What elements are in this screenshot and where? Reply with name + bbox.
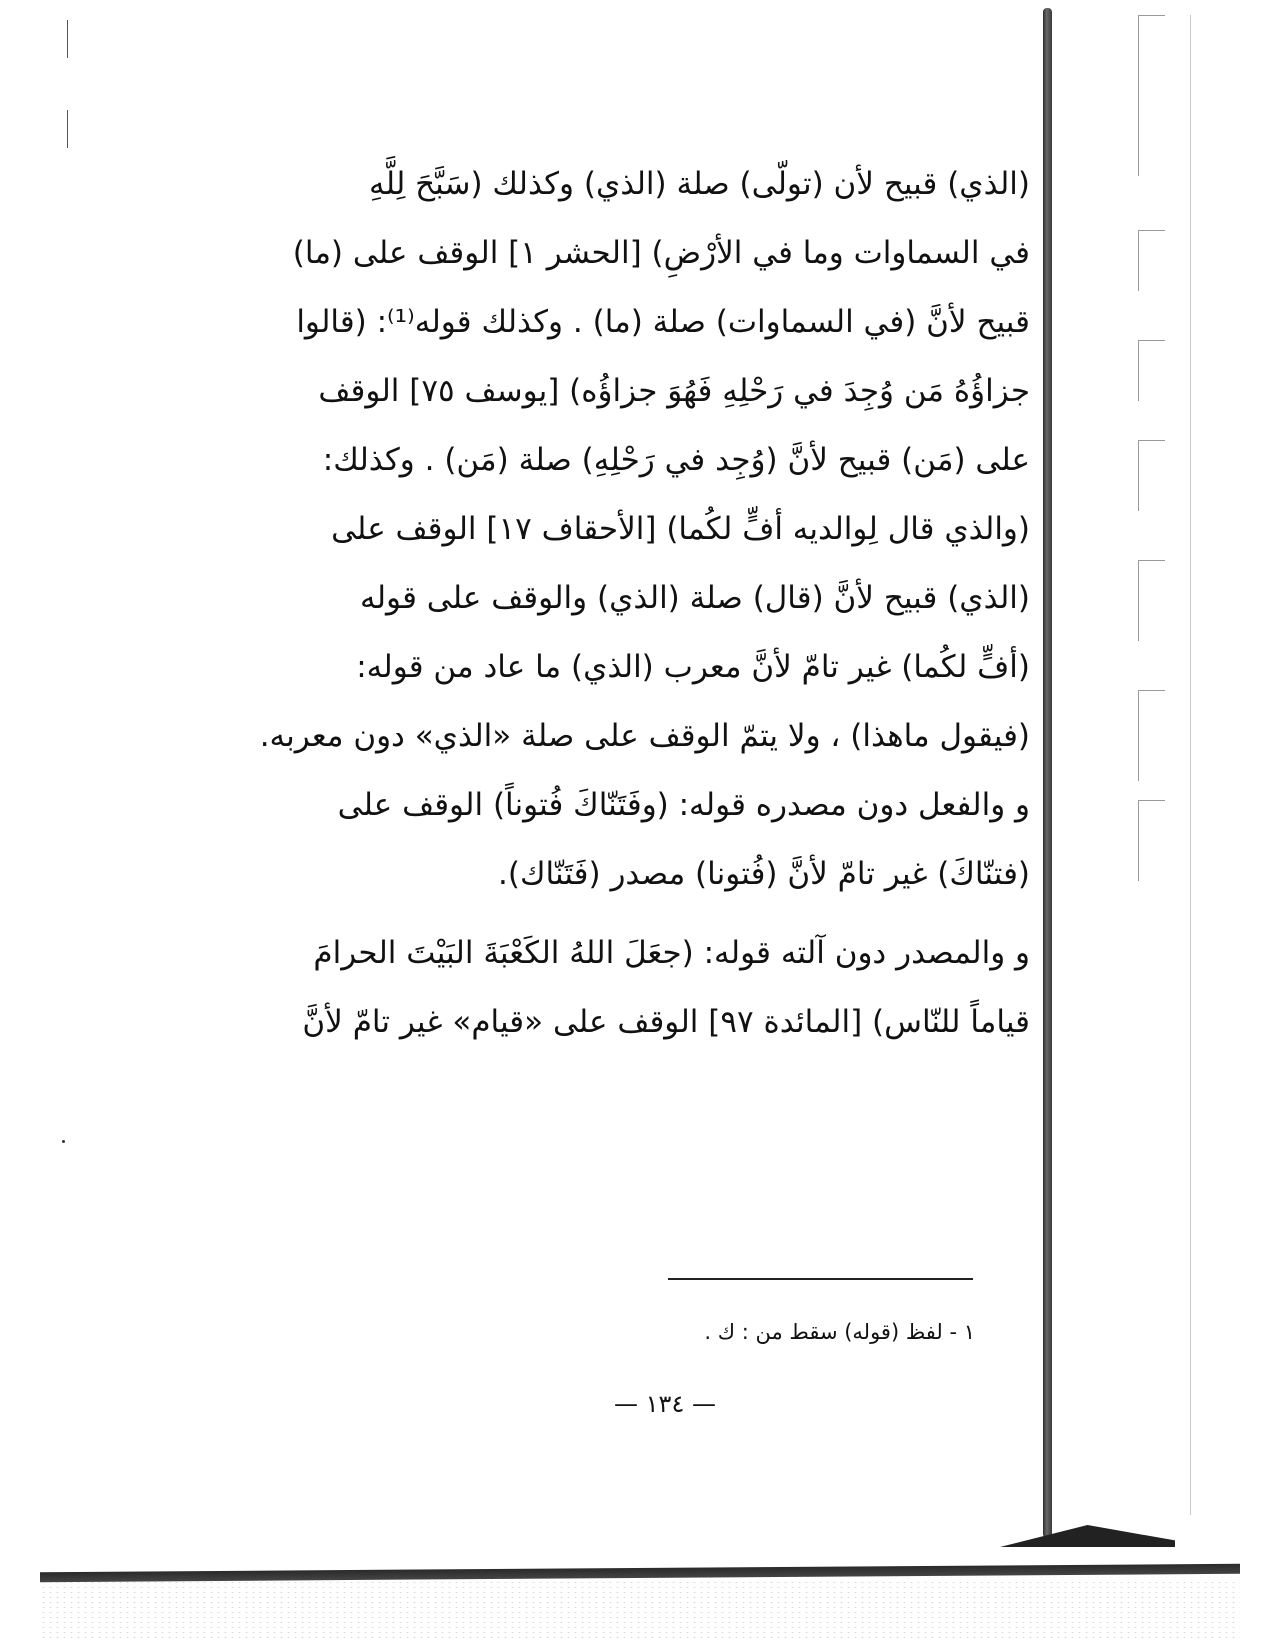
next-page-edge [1138,340,1165,401]
text-line: (الذي) قبيح لأن (تولّى) صلة (الذي) وكذلك (سَبَّحَ لِلَّهِ [368,166,1030,202]
book-spine-base [1000,1525,1175,1547]
footnote-separator [668,1278,973,1280]
next-page-edge [1138,15,1165,176]
scan-noise [40,1580,1240,1640]
margin-mark [67,110,68,148]
margin-mark [67,20,68,58]
next-page-edge [1138,560,1165,641]
book-spine [1043,8,1052,1538]
text-line: قياماً للنّاس) [المائدة ٩٧] الوقف على «قيام» غير تامّ لأنَّ [302,1004,1030,1040]
next-page-edge [1190,15,1191,1515]
text-line: (أفٍّ لكُما) غير تامّ لأنَّ معرب (الذي) ما عاد من قوله: [356,649,1030,685]
page-number: — ١٣٤ — [614,1390,716,1418]
footnote: ١ - لفظ (قوله) سقط من : ك . [704,1320,975,1344]
next-page-edge [1138,800,1165,881]
text-line: (والذي قال لِوالديه أفٍّ لكُما) [الأحقاف ١٧] الوقف على [331,511,1030,547]
text-line: (الذي) قبيح لأنَّ (قال) صلة (الذي) والوقف على قوله [359,580,1030,616]
body-text [255,150,1030,1057]
text-line: (فتنّاكَ) غير تامّ لأنَّ (فُتونا) مصدر (فَتَنّاك). [498,856,1030,892]
scan-dot [62,1140,65,1143]
next-page-edge [1138,690,1165,781]
next-page-edge [1138,440,1165,511]
text-line: جزاؤُهُ مَن وُجِدَ في رَحْلِهِ فَهُوَ جزاؤُه) [يوسف ٧٥] الوقف [318,373,1030,409]
text-line: و والفعل دون مصدره قوله: (وفَتَنّاكَ فُتوناً) الوقف على [337,787,1030,823]
text-line: (فيقول ماهذا) ، ولا يتمّ الوقف على صلة «الذي» دون معربه. [259,718,1030,754]
text-line: و والمصدر دون آلته قوله: (جعَلَ اللهُ الكَعْبَةَ البَيْتَ الحرامَ [313,935,1030,971]
text-line: قبيح لأنَّ (في السماوات) صلة (ما) . وكذلك قوله⁽¹⁾: (قالوا [296,304,1030,340]
text-line: في السماوات وما في الأرْضِ) [الحشر ١] الوقف على (ما) [292,235,1030,271]
next-page-edge [1138,230,1165,291]
text-line: على (مَن) قبيح لأنَّ (وُجِد في رَحْلِهِ) صلة (مَن) . وكذلك: [322,442,1030,478]
